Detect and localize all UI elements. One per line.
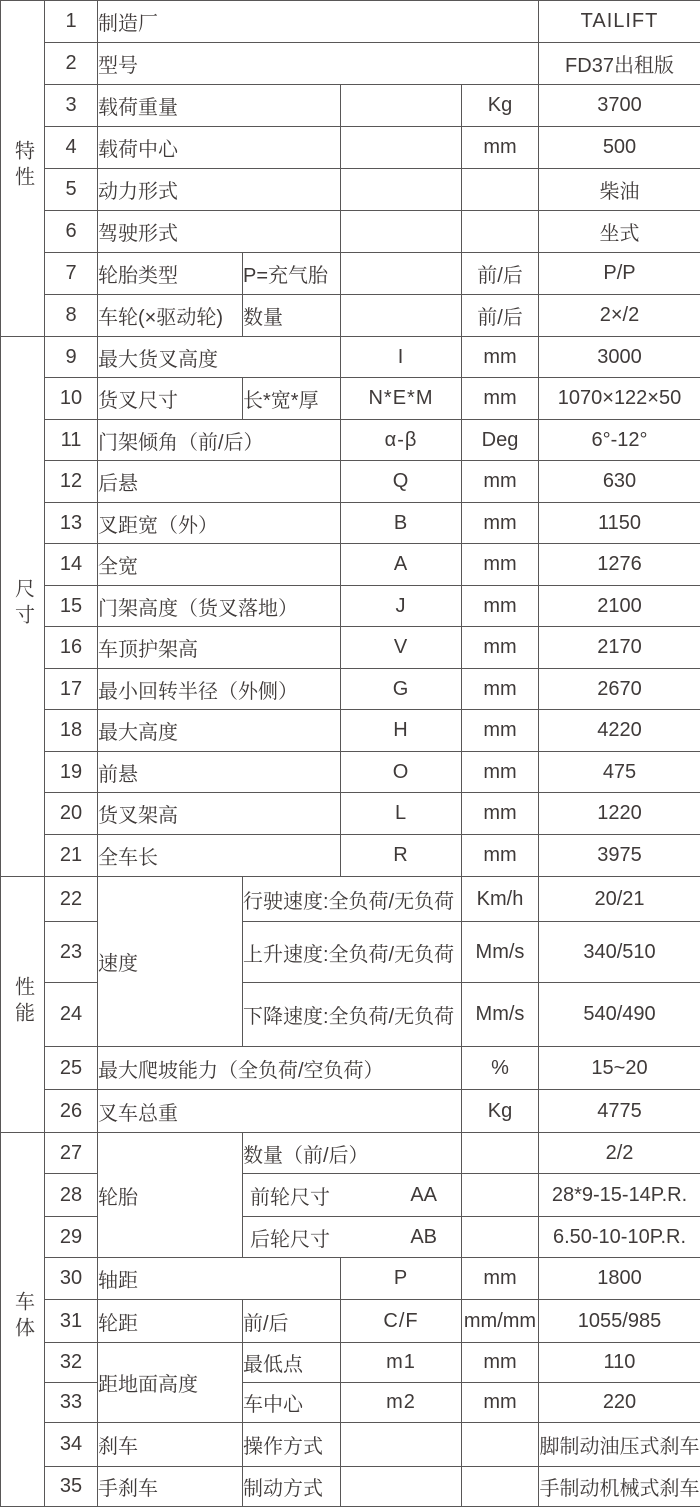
- spec-label: 前悬: [98, 752, 341, 793]
- spec-label: 轮胎: [98, 1133, 243, 1258]
- spec-value: 220: [539, 1383, 700, 1423]
- table-row: [1, 420, 700, 461]
- row-number: 28: [45, 1174, 98, 1217]
- table-row: [1, 461, 700, 503]
- row-number: 3: [45, 85, 98, 127]
- section-label-text: 性能: [13, 976, 33, 1028]
- spec-label: 载荷重量: [98, 85, 341, 127]
- spec-label: 最小回转半径（外侧）: [98, 669, 341, 710]
- spec-label: 货叉架高: [98, 793, 341, 835]
- spec-label: 轮胎类型: [98, 253, 243, 295]
- table-row: [1, 1467, 700, 1507]
- row-number: 13: [45, 503, 98, 544]
- table-row: [1, 337, 700, 378]
- spec-value: 1276: [539, 544, 700, 586]
- spec-value: 1070×122×50: [539, 378, 700, 420]
- spec-unit: Mm/s: [462, 922, 539, 983]
- spec-label: 车顶护架高: [98, 627, 341, 669]
- spec-value: 1150: [539, 503, 700, 544]
- spec-symbol: C/F: [341, 1300, 462, 1343]
- row-number: 8: [45, 295, 98, 337]
- row-number: 1: [45, 1, 98, 43]
- spec-unit: [462, 1423, 539, 1467]
- table-row: [1, 669, 700, 710]
- spec-value: 1220: [539, 793, 700, 835]
- row-number: 23: [45, 922, 98, 983]
- section-label-text: 车体: [13, 1291, 33, 1343]
- spec-unit: [462, 211, 539, 253]
- spec-unit: mm: [462, 461, 539, 503]
- spec-unit: %: [462, 1047, 539, 1090]
- spec-unit: mm: [462, 378, 539, 420]
- row-number: 20: [45, 793, 98, 835]
- spec-symbol: B: [341, 503, 462, 544]
- spec-unit: mm: [462, 1343, 539, 1383]
- table-row: [1, 169, 700, 211]
- row-number: 25: [45, 1047, 98, 1090]
- spec-symbol: A: [341, 544, 462, 586]
- spec-unit: mm: [462, 710, 539, 752]
- spec-label: 距地面高度: [98, 1343, 243, 1423]
- spec-unit: mm: [462, 669, 539, 710]
- table-row: [1, 127, 700, 169]
- spec-symbol: [341, 1423, 462, 1467]
- spec-value: 3700: [539, 85, 700, 127]
- spec-value: 340/510: [539, 922, 700, 983]
- spec-sublabel: 行驶速度:全负荷/无负荷: [243, 877, 462, 922]
- spec-value: 6°-12°: [539, 420, 700, 461]
- table-row: [1, 752, 700, 793]
- spec-table-body: [1, 1, 700, 1507]
- spec-value: 3000: [539, 337, 700, 378]
- spec-label: 刹车: [98, 1423, 243, 1467]
- section-label-text: 尺寸: [13, 578, 33, 630]
- spec-value: 6.50-10-10P.R.: [539, 1217, 700, 1258]
- spec-unit: mm: [462, 127, 539, 169]
- spec-unit: mm: [462, 503, 539, 544]
- spec-value: 110: [539, 1343, 700, 1383]
- spec-label: 最大高度: [98, 710, 341, 752]
- table-row: [1, 85, 700, 127]
- sublabel-with-code: [243, 1181, 461, 1210]
- spec-unit: [462, 1467, 539, 1507]
- spec-label: 轮距: [98, 1300, 243, 1343]
- spec-symbol: [341, 295, 462, 337]
- spec-sublabel: 制动方式: [243, 1467, 341, 1507]
- row-number: 34: [45, 1423, 98, 1467]
- spec-sublabel: 数量（前/后）: [243, 1133, 462, 1174]
- spec-unit: mm: [462, 793, 539, 835]
- spec-symbol: [341, 1467, 462, 1507]
- spec-symbol-code: AB: [410, 1226, 437, 1249]
- spec-label: 手刹车: [98, 1467, 243, 1507]
- row-number: 6: [45, 211, 98, 253]
- table-row: [1, 793, 700, 835]
- spec-label: 全宽: [98, 544, 341, 586]
- sublabel-with-code: [243, 1223, 461, 1252]
- spec-value: 手制动机械式刹车: [539, 1467, 700, 1507]
- spec-label: 门架高度（货叉落地）: [98, 586, 341, 627]
- spec-symbol: [341, 211, 462, 253]
- row-number: 33: [45, 1383, 98, 1423]
- spec-unit: Mm/s: [462, 983, 539, 1047]
- spec-value: 1800: [539, 1258, 700, 1300]
- row-number: 14: [45, 544, 98, 586]
- spec-unit: [462, 1217, 539, 1258]
- spec-label: 型号: [98, 43, 539, 85]
- spec-unit: mm: [462, 835, 539, 877]
- spec-symbol: O: [341, 752, 462, 793]
- spec-label: 速度: [98, 877, 243, 1047]
- table-row: [1, 1300, 700, 1343]
- row-number: 10: [45, 378, 98, 420]
- table-row: [1, 211, 700, 253]
- spec-sublabel-text: 前轮尺寸: [250, 1181, 330, 1210]
- spec-value: 2170: [539, 627, 700, 669]
- table-row: [1, 503, 700, 544]
- row-number: 5: [45, 169, 98, 211]
- spec-symbol: m1: [341, 1343, 462, 1383]
- row-number: 19: [45, 752, 98, 793]
- spec-unit: Kg: [462, 1090, 539, 1133]
- spec-unit: mm: [462, 1383, 539, 1423]
- spec-value: 20/21: [539, 877, 700, 922]
- spec-value: FD37出租版: [539, 43, 700, 85]
- row-number: 22: [45, 877, 98, 922]
- spec-value: 15~20: [539, 1047, 700, 1090]
- row-number: 4: [45, 127, 98, 169]
- table-row: [1, 627, 700, 669]
- spec-label: 叉车总重: [98, 1090, 462, 1133]
- table-row: [1, 1090, 700, 1133]
- spec-unit: mm: [462, 544, 539, 586]
- spec-unit: Deg: [462, 420, 539, 461]
- spec-symbol: α-β: [341, 420, 462, 461]
- spec-sublabel: 数量: [243, 295, 341, 337]
- row-number: 27: [45, 1133, 98, 1174]
- row-number: 9: [45, 337, 98, 378]
- spec-unit: mm: [462, 337, 539, 378]
- spec-unit: 前/后: [462, 253, 539, 295]
- spec-sublabel-text: 后轮尺寸: [250, 1223, 330, 1252]
- spec-sublabel: 前/后: [243, 1300, 341, 1343]
- spec-value: 4220: [539, 710, 700, 752]
- spec-symbol: Q: [341, 461, 462, 503]
- table-row: [1, 877, 700, 922]
- spec-unit: mm: [462, 752, 539, 793]
- spec-value: 4775: [539, 1090, 700, 1133]
- row-number: 30: [45, 1258, 98, 1300]
- spec-unit: [462, 1133, 539, 1174]
- row-number: 35: [45, 1467, 98, 1507]
- spec-symbol: [341, 169, 462, 211]
- spec-label: 制造厂: [98, 1, 539, 43]
- spec-unit: mm: [462, 586, 539, 627]
- spec-symbol: P: [341, 1258, 462, 1300]
- spec-symbol: L: [341, 793, 462, 835]
- spec-value: 脚制动油压式刹车: [539, 1423, 700, 1467]
- spec-sublabel: 操作方式: [243, 1423, 341, 1467]
- spec-value: 500: [539, 127, 700, 169]
- spec-unit: [462, 169, 539, 211]
- section-label-dimensions: [1, 337, 45, 877]
- table-row: [1, 43, 700, 85]
- section-label-text: 特性: [13, 140, 33, 192]
- spec-value: 坐式: [539, 211, 700, 253]
- spec-label: 叉距宽（外）: [98, 503, 341, 544]
- spec-symbol: m2: [341, 1383, 462, 1423]
- spec-symbol: H: [341, 710, 462, 752]
- spec-value: 2/2: [539, 1133, 700, 1174]
- spec-label: 载荷中心: [98, 127, 341, 169]
- row-number: 26: [45, 1090, 98, 1133]
- spec-value: 28*9-15-14P.R.: [539, 1174, 700, 1217]
- spec-unit: [462, 1174, 539, 1217]
- spec-value: 3975: [539, 835, 700, 877]
- spec-unit: Km/h: [462, 877, 539, 922]
- row-number: 2: [45, 43, 98, 85]
- table-row: [1, 586, 700, 627]
- spec-label: 最大货叉高度: [98, 337, 341, 378]
- spec-sublabel: 长*宽*厚: [243, 378, 341, 420]
- table-row: [1, 544, 700, 586]
- row-number: 12: [45, 461, 98, 503]
- row-number: 32: [45, 1343, 98, 1383]
- row-number: 21: [45, 835, 98, 877]
- spec-unit: Kg: [462, 85, 539, 127]
- spec-label: 门架倾角（前/后）: [98, 420, 341, 461]
- table-row: [1, 378, 700, 420]
- brand-name: TAILIFT: [539, 1, 700, 43]
- row-number: 31: [45, 1300, 98, 1343]
- table-row: [1, 295, 700, 337]
- spec-unit: mm: [462, 1258, 539, 1300]
- spec-value: 475: [539, 752, 700, 793]
- row-number: 24: [45, 983, 98, 1047]
- spec-sublabel: 下降速度:全负荷/无负荷: [243, 983, 462, 1047]
- spec-label: 轴距: [98, 1258, 341, 1300]
- spec-symbol: [341, 85, 462, 127]
- spec-sublabel: 车中心: [243, 1383, 341, 1423]
- spec-value: 630: [539, 461, 700, 503]
- spec-value: 2100: [539, 586, 700, 627]
- spec-unit: 前/后: [462, 295, 539, 337]
- spec-unit: mm/mm: [462, 1300, 539, 1343]
- spec-label: 驾驶形式: [98, 211, 341, 253]
- spec-label: 后悬: [98, 461, 341, 503]
- section-label-performance: [1, 877, 45, 1133]
- spec-symbol: R: [341, 835, 462, 877]
- row-number: 7: [45, 253, 98, 295]
- spec-symbol: J: [341, 586, 462, 627]
- table-row: [1, 835, 700, 877]
- spec-label: 最大爬坡能力（全负荷/空负荷）: [98, 1047, 462, 1090]
- section-label-body: [1, 1133, 45, 1507]
- table-row: [1, 253, 700, 295]
- spec-value: 540/490: [539, 983, 700, 1047]
- section-label-characteristics: [1, 1, 45, 337]
- row-number: 29: [45, 1217, 98, 1258]
- spec-sublabel: [243, 1174, 462, 1217]
- spec-label: 货叉尺寸: [98, 378, 243, 420]
- spec-value: P/P: [539, 253, 700, 295]
- table-row: [1, 1047, 700, 1090]
- spec-sublabel: [243, 1217, 462, 1258]
- spec-label: 动力形式: [98, 169, 341, 211]
- row-number: 15: [45, 586, 98, 627]
- spec-value: 柴油: [539, 169, 700, 211]
- table-row: [1, 1343, 700, 1383]
- spec-value: 2×/2: [539, 295, 700, 337]
- table-row: [1, 1423, 700, 1467]
- spec-sublabel: 最低点: [243, 1343, 341, 1383]
- spec-sublabel: P=充气胎: [243, 253, 341, 295]
- table-row: [1, 1258, 700, 1300]
- row-number: 17: [45, 669, 98, 710]
- spec-symbol: G: [341, 669, 462, 710]
- spec-symbol-code: AA: [410, 1184, 437, 1207]
- table-row: [1, 1, 700, 43]
- row-number: 18: [45, 710, 98, 752]
- spec-symbol: N*E*M: [341, 378, 462, 420]
- row-number: 16: [45, 627, 98, 669]
- spec-label: 全车长: [98, 835, 341, 877]
- spec-value: 1055/985: [539, 1300, 700, 1343]
- spec-symbol: [341, 127, 462, 169]
- table-row: [1, 710, 700, 752]
- spec-value: 2670: [539, 669, 700, 710]
- spec-sublabel: 上升速度:全负荷/无负荷: [243, 922, 462, 983]
- spec-symbol: V: [341, 627, 462, 669]
- spec-symbol: [341, 253, 462, 295]
- spec-symbol: I: [341, 337, 462, 378]
- row-number: 11: [45, 420, 98, 461]
- spec-unit: mm: [462, 627, 539, 669]
- table-row: [1, 1133, 700, 1174]
- spec-label: 车轮(×驱动轮): [98, 295, 243, 337]
